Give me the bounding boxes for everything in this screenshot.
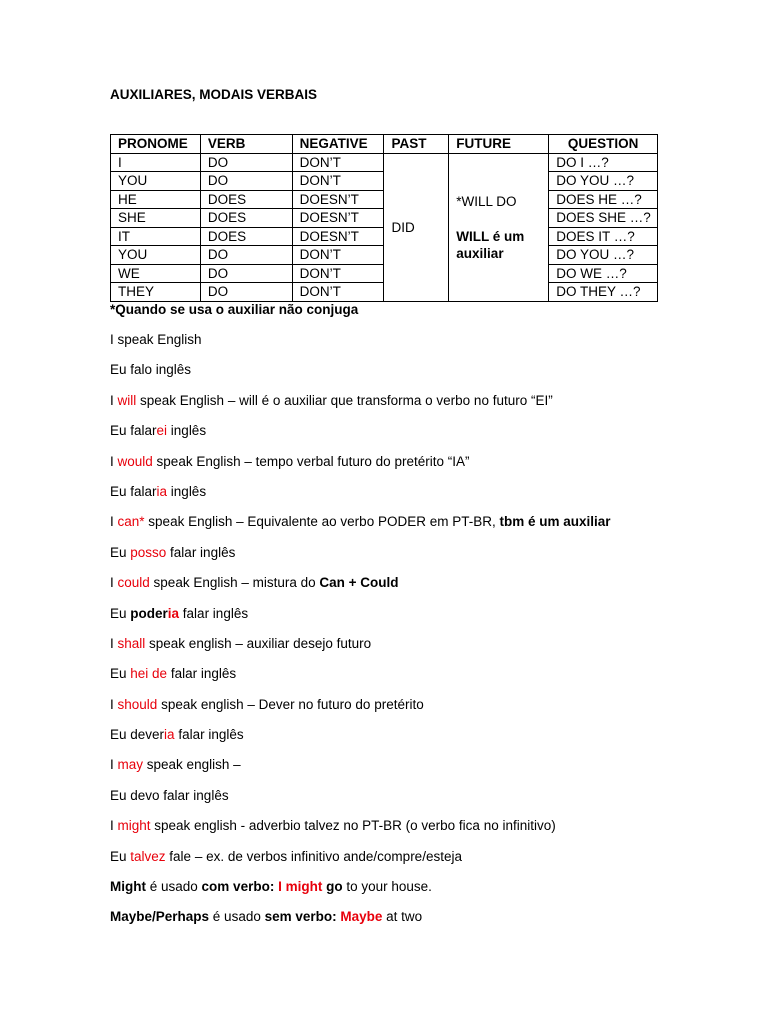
line-text: speak english – Dever no futuro do pretérito — [157, 696, 424, 712]
future-line: *WILL DO — [456, 193, 517, 209]
highlighted-text: go — [326, 879, 343, 895]
highlighted-text: sem verbo: — [264, 909, 337, 925]
line-text: falar inglês — [166, 544, 236, 560]
example-line — [110, 635, 611, 665]
example-line — [110, 817, 611, 847]
cell-question: DO WE …? — [549, 264, 658, 283]
line-text: speak English – tempo verbal futuro do pretérito “IA” — [152, 453, 470, 469]
cell-question: DOES SHE …? — [549, 209, 658, 228]
line-text: I — [110, 635, 118, 651]
highlighted-text: hei de — [130, 666, 168, 682]
example-line — [110, 848, 611, 878]
table-footnote: *Quando se usa o auxiliar não conjuga — [110, 302, 359, 317]
cell-verb: DO — [200, 283, 292, 302]
example-line — [110, 392, 611, 422]
line-text: I — [110, 514, 118, 530]
header-negative: NEGATIVE — [292, 135, 384, 154]
line-text: inglês — [167, 483, 207, 499]
highlighted-text: ia — [156, 483, 168, 499]
highlighted-text: talvez — [130, 848, 166, 864]
line-text: speak english – — [143, 757, 241, 773]
line-text: Eu — [110, 666, 131, 682]
example-lines — [110, 331, 611, 939]
line-text: Eu devo falar inglês — [110, 787, 229, 803]
line-text: I — [110, 453, 118, 469]
highlighted-text: poder — [130, 605, 168, 621]
line-text: to your house. — [342, 879, 432, 895]
auxiliary-table — [110, 134, 658, 302]
highlighted-text: Can + Could — [319, 575, 399, 591]
cell-negative: DOESN’T — [292, 209, 384, 228]
example-line — [110, 696, 611, 726]
future-note: WILL é um auxiliar — [456, 228, 525, 261]
example-line — [110, 787, 611, 817]
highlighted-text: Might — [110, 879, 146, 895]
cell-question: DO YOU …? — [549, 172, 658, 191]
cell-pronoun: IT — [111, 227, 201, 246]
example-line — [110, 878, 611, 908]
example-line — [110, 544, 611, 574]
cell-future — [449, 153, 549, 301]
example-line — [110, 453, 611, 483]
line-text: speak english – auxiliar desejo futuro — [145, 635, 372, 651]
cell-negative: DON’T — [292, 246, 384, 265]
header-question: QUESTION — [549, 135, 658, 154]
highlighted-text: tbm é um auxiliar — [499, 514, 611, 530]
highlighted-text: might — [117, 818, 151, 834]
line-text: falar inglês — [174, 727, 244, 743]
table-header-row — [111, 135, 658, 154]
line-text: Eu falar — [110, 423, 157, 439]
cell-verb: DOES — [200, 227, 292, 246]
cell-pronoun: HE — [111, 190, 201, 209]
header-pronome: PRONOME — [111, 135, 201, 154]
highlighted-text: com verbo: — [201, 879, 275, 895]
cell-question: DO I …? — [549, 153, 658, 172]
line-text: speak English – mistura do — [149, 575, 320, 591]
highlighted-text: posso — [130, 544, 167, 560]
cell-pronoun: YOU — [111, 172, 201, 191]
cell-verb: DOES — [200, 209, 292, 228]
cell-question: DO THEY …? — [549, 283, 658, 302]
cell-negative: DON’T — [292, 264, 384, 283]
cell-verb: DO — [200, 246, 292, 265]
cell-negative: DOESN’T — [292, 227, 384, 246]
highlighted-text: I might — [278, 879, 323, 895]
line-text: Eu — [110, 848, 131, 864]
line-text: Eu — [110, 544, 131, 560]
cell-pronoun: THEY — [111, 283, 201, 302]
example-line — [110, 513, 611, 543]
cell-question: DOES IT …? — [549, 227, 658, 246]
highlighted-text: ei — [156, 423, 168, 439]
highlighted-text: ia — [164, 727, 175, 743]
line-text: I — [110, 575, 118, 591]
line-text: I — [110, 392, 118, 408]
line-text: at two — [382, 909, 423, 925]
line-text: inglês — [167, 423, 207, 439]
cell-negative: DON’T — [292, 172, 384, 191]
highlighted-text: would — [117, 453, 153, 469]
line-text: fale – ex. de verbos infinitivo ande/compre/esteja — [165, 848, 462, 864]
highlighted-text: will — [117, 392, 137, 408]
highlighted-text: ia — [167, 605, 180, 621]
cell-pronoun: YOU — [111, 246, 201, 265]
example-line — [110, 574, 611, 604]
cell-question: DO YOU …? — [549, 246, 658, 265]
line-text: Eu falar — [110, 483, 157, 499]
highlighted-text: could — [117, 575, 150, 591]
page-title: AUXILIARES, MODAIS VERBAIS — [110, 87, 318, 102]
example-line — [110, 605, 611, 635]
line-text: falar inglês — [179, 605, 249, 621]
cell-past: DID — [384, 153, 449, 301]
cell-negative: DOESN’T — [292, 190, 384, 209]
example-line — [110, 665, 611, 695]
header-future: FUTURE — [449, 135, 549, 154]
example-line — [110, 908, 611, 938]
line-text: I — [110, 696, 118, 712]
line-text: speak english - adverbio talvez no PT-BR (o verbo fica no infinitivo) — [150, 818, 556, 834]
cell-pronoun: I — [111, 153, 201, 172]
line-text: falar inglês — [167, 666, 237, 682]
cell-pronoun: SHE — [111, 209, 201, 228]
line-text: é usado — [209, 909, 265, 925]
line-text: Eu dever — [110, 727, 165, 743]
header-verb: VERB — [200, 135, 292, 154]
line-text: I — [110, 757, 118, 773]
cell-negative: DON’T — [292, 283, 384, 302]
example-line — [110, 361, 611, 391]
example-line — [110, 331, 611, 361]
highlighted-text: shall — [117, 635, 146, 651]
highlighted-text: should — [117, 696, 158, 712]
cell-verb: DO — [200, 172, 292, 191]
example-line — [110, 483, 611, 513]
cell-verb: DO — [200, 153, 292, 172]
highlighted-text: Maybe/Perhaps — [110, 909, 210, 925]
cell-negative: DON’T — [292, 153, 384, 172]
example-line — [110, 756, 611, 786]
line-text: I — [110, 818, 118, 834]
table-row — [111, 153, 658, 172]
line-text: é usado — [146, 879, 202, 895]
cell-question: DOES HE …? — [549, 190, 658, 209]
example-line — [110, 422, 611, 452]
highlighted-text: Maybe — [340, 909, 383, 925]
highlighted-text: can* — [117, 514, 145, 530]
line-text: I speak English — [110, 332, 202, 347]
line-text: Eu — [110, 605, 131, 621]
header-past: PAST — [384, 135, 449, 154]
highlighted-text: may — [117, 757, 144, 773]
line-text: speak English – will é o auxiliar que transforma o verbo no futuro “EI” — [136, 392, 553, 408]
line-text: speak English – Equivalente ao verbo PODER em PT-BR, — [144, 514, 500, 530]
cell-pronoun: WE — [111, 264, 201, 283]
line-text: Eu falo inglês — [110, 362, 192, 378]
cell-verb: DOES — [200, 190, 292, 209]
cell-verb: DO — [200, 264, 292, 283]
example-line — [110, 726, 611, 756]
